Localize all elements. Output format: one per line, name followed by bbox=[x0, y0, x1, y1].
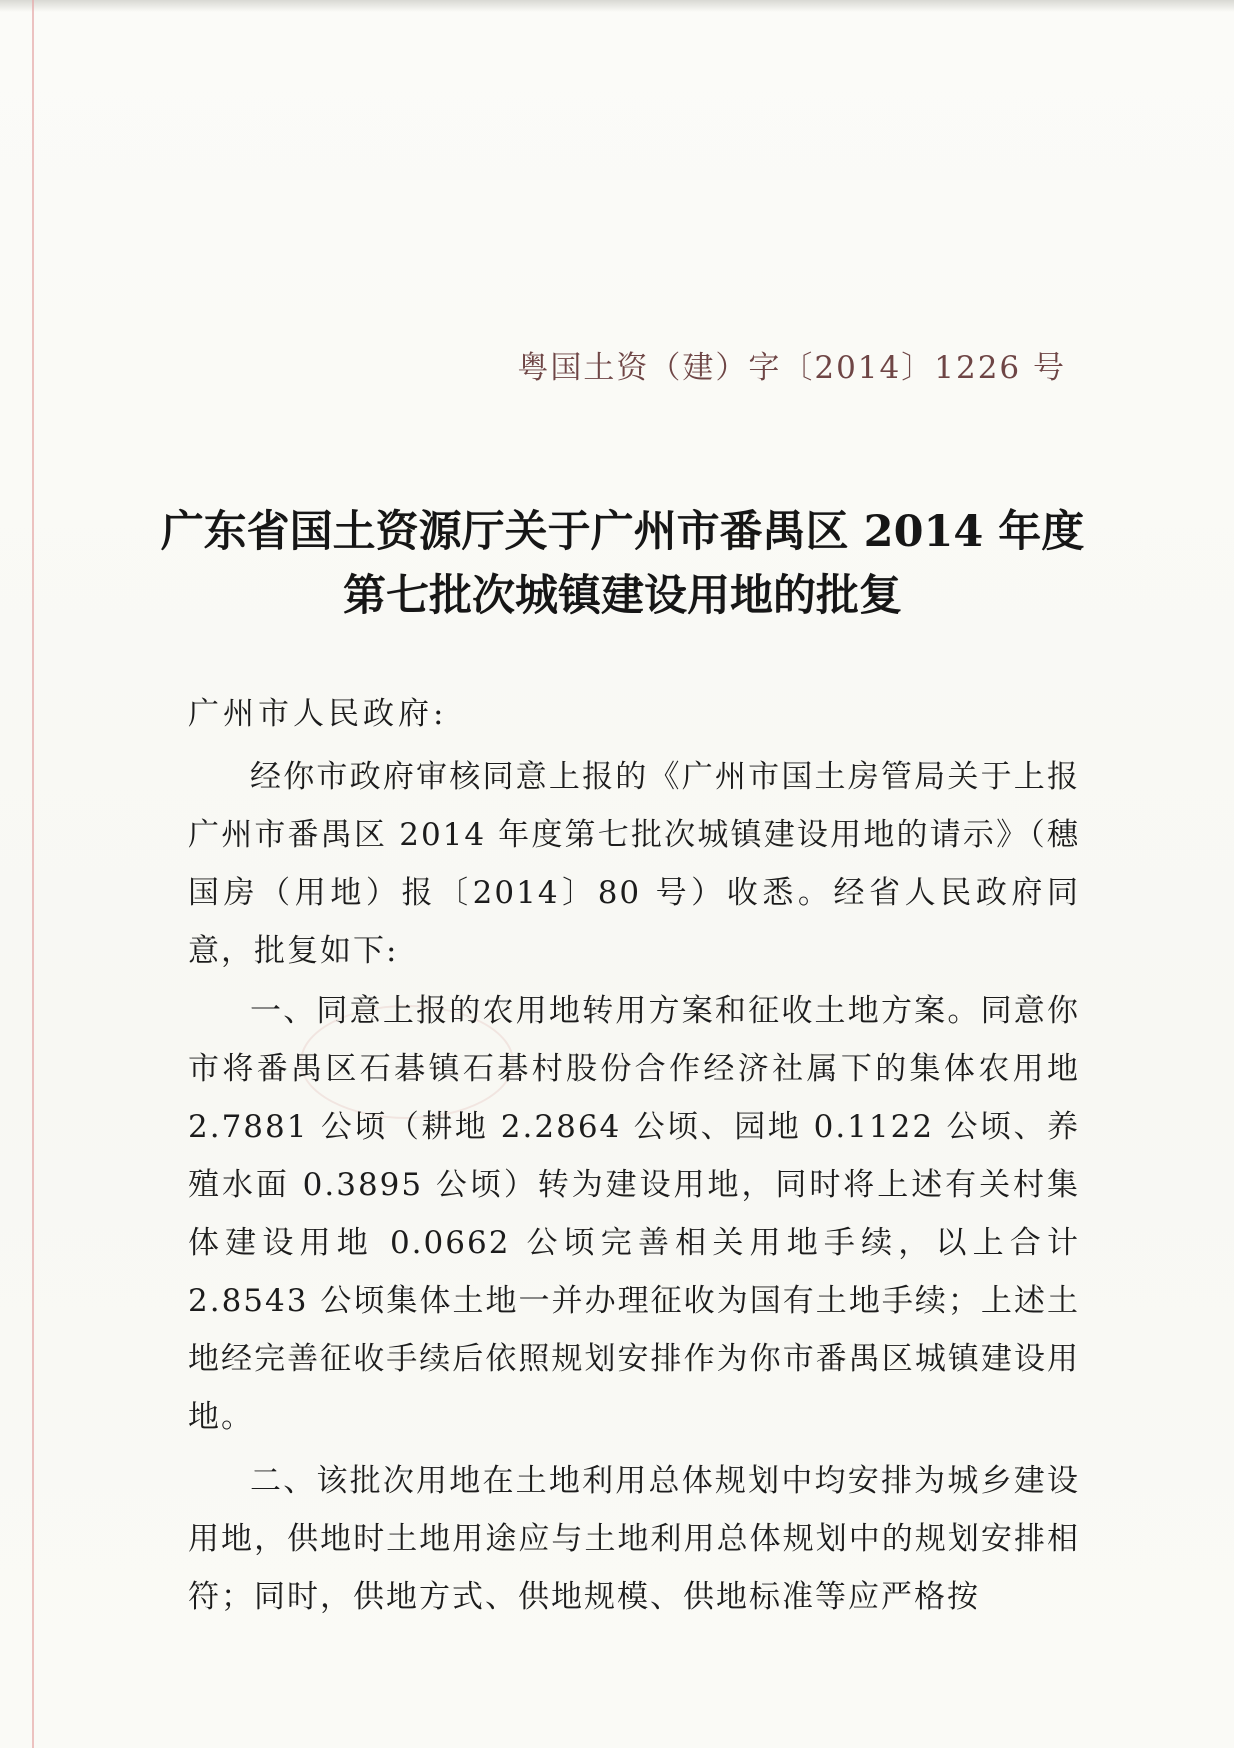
paragraph-item-2: 二、该批次用地在土地利用总体规划中均安排为城乡建设用地，供地时土地用途应与土地利用总体规划中的规划安排相符；同时，供地方式、供地规模、供地标准等应严格按 bbox=[188, 1463, 1080, 1615]
paragraph-intro: 经你市政府审核同意上报的《广州市国土房管局关于上报广州市番禺区 2014 年度第七批次城镇建设用地的请示》（穗国房（用地）报〔2014〕80 号）收悉。经省人民政府同意，批复如下: bbox=[188, 759, 1080, 969]
title-line-1: 广东省国土资源厅关于广州市番禺区 2014 年度 bbox=[160, 507, 1085, 557]
document-number: 粤国土资（建）字〔2014〕1226 号 bbox=[517, 350, 1066, 386]
paragraph-item-1: 一、同意上报的农用地转用方案和征收土地方案。同意你市将番禺区石碁镇石碁村股份合作经济社属下的集体农用地 2.7881 公顷（耕地 2.2864 公顷、园地 0.1122 公顷、养殖水面 0.3895 公顷）转为建设用地，同时将上述有关村集体建设用地 0.0662 公顷完善相关用地手续，以上合计 2.8543 公顷集体土地一并办理征收为国有土地手续；上述土地经完善征收手续后依照规划安排作为你市番禺区城镇建设用地。 bbox=[188, 993, 1080, 1435]
document-body bbox=[188, 748, 1080, 1626]
document-title bbox=[160, 500, 1085, 628]
addressee: 广州市人民政府: bbox=[188, 696, 448, 732]
title-line-2: 第七批次城镇建设用地的批复 bbox=[343, 571, 902, 621]
scan-top-edge bbox=[0, 0, 1234, 12]
margin-line bbox=[32, 0, 34, 1748]
